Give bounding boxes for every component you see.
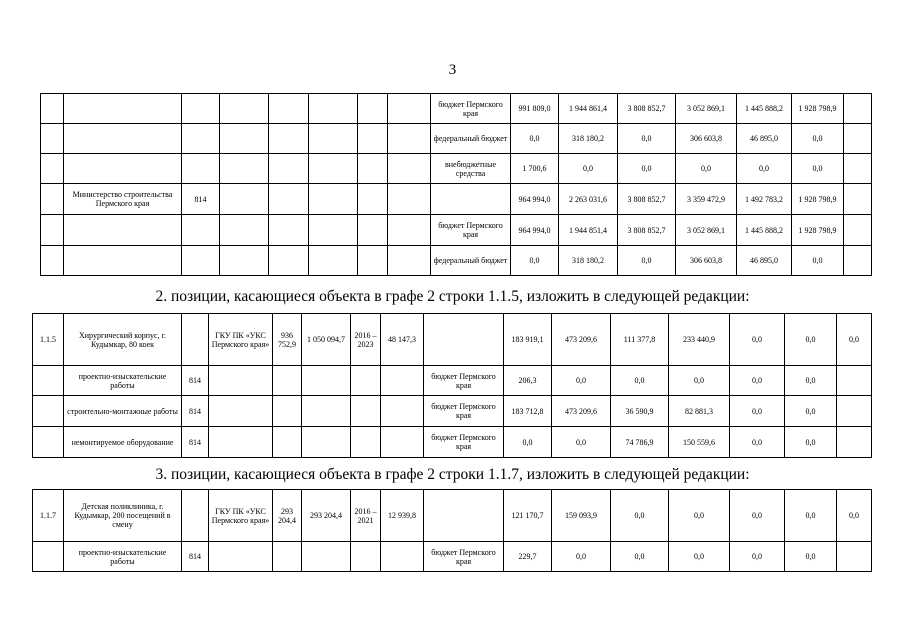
table-cell xyxy=(302,427,351,458)
table-cell: 0,0 xyxy=(785,366,837,396)
table-cell: 111 377,8 xyxy=(611,314,669,366)
table-cell: 1 928 798,9 xyxy=(792,184,844,215)
table-cell xyxy=(269,246,309,276)
table-1 xyxy=(40,93,872,276)
table-cell xyxy=(269,154,309,184)
table-cell: 0,0 xyxy=(559,154,618,184)
table-cell xyxy=(302,542,351,572)
table-row xyxy=(41,184,872,215)
table-cell: 814 xyxy=(182,184,220,215)
table-cell xyxy=(358,154,388,184)
table-cell: 0,0 xyxy=(611,366,669,396)
table-cell: 48 147,3 xyxy=(381,314,424,366)
table-cell xyxy=(844,184,872,215)
table-cell: 12 939,8 xyxy=(381,490,424,542)
table-cell: 0,0 xyxy=(837,490,872,542)
table-cell: 0,0 xyxy=(792,246,844,276)
table-cell xyxy=(309,215,358,246)
table-cell: 964 994,0 xyxy=(511,184,559,215)
table-cell xyxy=(64,154,182,184)
table-cell xyxy=(41,154,64,184)
table-cell: 2016 – 2023 xyxy=(351,314,381,366)
table-cell: 46 895,0 xyxy=(737,124,792,154)
table-cell xyxy=(220,94,269,124)
table-cell: 814 xyxy=(182,542,209,572)
table-cell: 0,0 xyxy=(504,427,552,458)
table-cell: 0,0 xyxy=(785,396,837,427)
table-row xyxy=(41,154,872,184)
table-cell: Хирургический корпус, г. Кудымкар, 80 коек xyxy=(64,314,182,366)
table-cell: 964 994,0 xyxy=(511,215,559,246)
table-cell xyxy=(381,542,424,572)
table-cell xyxy=(844,94,872,124)
table-cell: 0,0 xyxy=(785,542,837,572)
table-cell: 473 209,6 xyxy=(552,314,611,366)
table-cell xyxy=(351,542,381,572)
table-cell: 1 928 798,9 xyxy=(792,94,844,124)
table-row xyxy=(41,94,872,124)
table-cell xyxy=(302,366,351,396)
table-cell xyxy=(41,184,64,215)
table-cell xyxy=(182,94,220,124)
table-cell: 0,0 xyxy=(730,427,785,458)
table-cell: 36 590,9 xyxy=(611,396,669,427)
table-row xyxy=(33,396,872,427)
table-cell xyxy=(309,184,358,215)
table-cell xyxy=(209,427,273,458)
table-cell xyxy=(64,94,182,124)
table-cell: немонтируемое оборудование xyxy=(64,427,182,458)
table-cell xyxy=(309,94,358,124)
table-cell: 0,0 xyxy=(669,542,730,572)
table-cell xyxy=(837,542,872,572)
table-cell: 3 808 852,7 xyxy=(618,215,676,246)
table-cell: 0,0 xyxy=(618,124,676,154)
table-3 xyxy=(32,489,872,572)
table-cell: 936 752,9 xyxy=(273,314,302,366)
table-cell xyxy=(388,246,431,276)
table-cell xyxy=(220,184,269,215)
table-cell xyxy=(388,124,431,154)
table-cell: Детская поликлиника, г. Кудымкар, 200 посещений в смену xyxy=(64,490,182,542)
table-3-body xyxy=(33,490,872,572)
table-cell xyxy=(309,154,358,184)
table-cell xyxy=(358,94,388,124)
table-cell: 3 052 869,1 xyxy=(676,215,737,246)
table-cell xyxy=(358,246,388,276)
table-cell xyxy=(33,542,64,572)
table-cell xyxy=(309,246,358,276)
table-cell xyxy=(182,124,220,154)
table-row xyxy=(41,246,872,276)
table-cell: 1 944 851,4 xyxy=(559,215,618,246)
table-cell: 0,0 xyxy=(730,490,785,542)
table-cell: 229,7 xyxy=(504,542,552,572)
table-cell: проектно-изыскательские работы xyxy=(64,542,182,572)
table-cell: 0,0 xyxy=(611,490,669,542)
table-cell: 0,0 xyxy=(552,427,611,458)
table-cell xyxy=(358,124,388,154)
table-cell: 814 xyxy=(182,366,209,396)
table-cell: федеральный бюджет xyxy=(431,246,511,276)
table-row xyxy=(33,366,872,396)
table-cell: 814 xyxy=(182,396,209,427)
table-cell xyxy=(302,396,351,427)
table-cell: 0,0 xyxy=(618,154,676,184)
table-cell xyxy=(351,366,381,396)
table-cell: ГКУ ПК «УКС Пермского края» xyxy=(209,490,273,542)
table-cell xyxy=(182,154,220,184)
table-cell: Министерство строительства Пермского края xyxy=(64,184,182,215)
table-cell: 3 808 852,7 xyxy=(618,184,676,215)
table-cell xyxy=(220,124,269,154)
table-cell xyxy=(182,215,220,246)
table-cell: 0,0 xyxy=(785,427,837,458)
table-cell: строительно-монтажные работы xyxy=(64,396,182,427)
table-cell: 318 180,2 xyxy=(559,246,618,276)
table-cell: 1 445 888,2 xyxy=(737,94,792,124)
table-cell xyxy=(209,366,273,396)
table-cell xyxy=(844,215,872,246)
table-2-body xyxy=(33,314,872,458)
table-cell: 0,0 xyxy=(792,124,844,154)
table-cell xyxy=(33,427,64,458)
table-cell: федеральный бюджет xyxy=(431,124,511,154)
table-row xyxy=(33,427,872,458)
table-cell xyxy=(844,246,872,276)
table-row xyxy=(33,314,872,366)
table-1-body xyxy=(41,94,872,276)
table-cell: проектно-изыскательские работы xyxy=(64,366,182,396)
table-cell xyxy=(424,314,504,366)
table-cell xyxy=(220,154,269,184)
table-cell xyxy=(837,396,872,427)
table-cell: 2016 – 2021 xyxy=(351,490,381,542)
table-cell: 814 xyxy=(182,427,209,458)
table-cell: 0,0 xyxy=(837,314,872,366)
table-cell: 233 440,9 xyxy=(669,314,730,366)
table-cell xyxy=(33,396,64,427)
table-cell xyxy=(273,396,302,427)
table-cell xyxy=(388,215,431,246)
table-cell: 0,0 xyxy=(737,154,792,184)
table-cell: 1 700,6 xyxy=(511,154,559,184)
table-cell: 0,0 xyxy=(669,490,730,542)
table-cell: 0,0 xyxy=(730,366,785,396)
table-cell xyxy=(182,490,209,542)
table-cell: 1.1.7 xyxy=(33,490,64,542)
table-cell xyxy=(182,246,220,276)
table-cell: 74 786,9 xyxy=(611,427,669,458)
table-cell: 293 204,4 xyxy=(273,490,302,542)
table-cell: 2 263 031,6 xyxy=(559,184,618,215)
table-cell xyxy=(33,366,64,396)
table-cell xyxy=(358,184,388,215)
table-cell: 150 559,6 xyxy=(669,427,730,458)
table-cell: 0,0 xyxy=(785,490,837,542)
table-cell: 3 808 852,7 xyxy=(618,94,676,124)
table-cell xyxy=(41,94,64,124)
table-cell: 1 944 861,4 xyxy=(559,94,618,124)
table-cell: 991 809,0 xyxy=(511,94,559,124)
table-cell: 159 093,9 xyxy=(552,490,611,542)
table-cell: 0,0 xyxy=(669,366,730,396)
table-cell: 306 603,8 xyxy=(676,124,737,154)
table-cell xyxy=(273,427,302,458)
table-cell xyxy=(269,215,309,246)
table-cell xyxy=(388,184,431,215)
table-cell: 183 712,8 xyxy=(504,396,552,427)
table-cell: бюджет Пермского края xyxy=(424,427,504,458)
table-cell: 1.1.5 xyxy=(33,314,64,366)
table-cell: 82 881,3 xyxy=(669,396,730,427)
table-cell: 121 170,7 xyxy=(504,490,552,542)
table-cell xyxy=(424,490,504,542)
table-cell: 0,0 xyxy=(730,542,785,572)
table-cell: 1 928 798,9 xyxy=(792,215,844,246)
table-cell xyxy=(388,154,431,184)
table-cell: 1 492 783,2 xyxy=(737,184,792,215)
table-cell: 0,0 xyxy=(552,366,611,396)
heading-3: 3. позиции, касающиеся объекта в графе 2 строки 1.1.7, изложить в следующей редакции: xyxy=(155,466,750,483)
table-cell xyxy=(844,154,872,184)
table-cell: 0,0 xyxy=(730,396,785,427)
table-cell: 183 919,1 xyxy=(504,314,552,366)
table-cell: ГКУ ПК «УКС Пермского края» xyxy=(209,314,273,366)
table-cell: бюджет Пермского края xyxy=(424,396,504,427)
table-cell xyxy=(269,184,309,215)
table-cell xyxy=(358,215,388,246)
table-cell xyxy=(351,396,381,427)
table-cell xyxy=(431,184,511,215)
table-cell xyxy=(381,396,424,427)
table-cell xyxy=(41,215,64,246)
table-cell xyxy=(209,396,273,427)
table-cell: внебюджетные средства xyxy=(431,154,511,184)
table-cell xyxy=(309,124,358,154)
table-cell: 0,0 xyxy=(676,154,737,184)
table-cell: 3 052 869,1 xyxy=(676,94,737,124)
table-cell xyxy=(837,366,872,396)
table-cell: 293 204,4 xyxy=(302,490,351,542)
table-cell xyxy=(269,94,309,124)
table-cell: 1 050 094,7 xyxy=(302,314,351,366)
page-number: 3 xyxy=(448,62,457,78)
table-cell xyxy=(64,215,182,246)
table-cell xyxy=(381,427,424,458)
table-cell: 1 445 888,2 xyxy=(737,215,792,246)
table-cell: 0,0 xyxy=(785,314,837,366)
table-cell xyxy=(351,427,381,458)
table-cell: 473 209,6 xyxy=(552,396,611,427)
table-cell xyxy=(273,366,302,396)
table-row xyxy=(41,215,872,246)
table-cell xyxy=(269,124,309,154)
table-cell: 0,0 xyxy=(730,314,785,366)
heading-2: 2. позиции, касающиеся объекта в графе 2 строки 1.1.5, изложить в следующей редакции: xyxy=(155,288,750,305)
table-cell xyxy=(388,94,431,124)
table-cell xyxy=(41,246,64,276)
table-cell xyxy=(64,124,182,154)
table-row xyxy=(33,542,872,572)
table-cell: 0,0 xyxy=(552,542,611,572)
table-cell: 0,0 xyxy=(611,542,669,572)
table-cell: 0,0 xyxy=(511,246,559,276)
table-cell: бюджет Пермского края xyxy=(431,94,511,124)
table-cell xyxy=(41,124,64,154)
table-cell xyxy=(220,246,269,276)
table-cell xyxy=(220,215,269,246)
table-cell: 0,0 xyxy=(511,124,559,154)
table-2 xyxy=(32,313,872,458)
table-cell xyxy=(381,366,424,396)
table-cell xyxy=(182,314,209,366)
table-cell: 0,0 xyxy=(792,154,844,184)
table-row xyxy=(33,490,872,542)
table-cell: 46 895,0 xyxy=(737,246,792,276)
table-cell xyxy=(64,246,182,276)
table-cell: бюджет Пермского края xyxy=(424,366,504,396)
table-cell xyxy=(837,427,872,458)
table-cell: 3 359 472,9 xyxy=(676,184,737,215)
table-row xyxy=(41,124,872,154)
table-cell: бюджет Пермского края xyxy=(431,215,511,246)
table-cell xyxy=(209,542,273,572)
table-cell: 0,0 xyxy=(618,246,676,276)
table-cell: 206,3 xyxy=(504,366,552,396)
table-cell: бюджет Пермского края xyxy=(424,542,504,572)
table-cell: 306 603,8 xyxy=(676,246,737,276)
table-cell xyxy=(844,124,872,154)
table-cell xyxy=(273,542,302,572)
table-cell: 318 180,2 xyxy=(559,124,618,154)
